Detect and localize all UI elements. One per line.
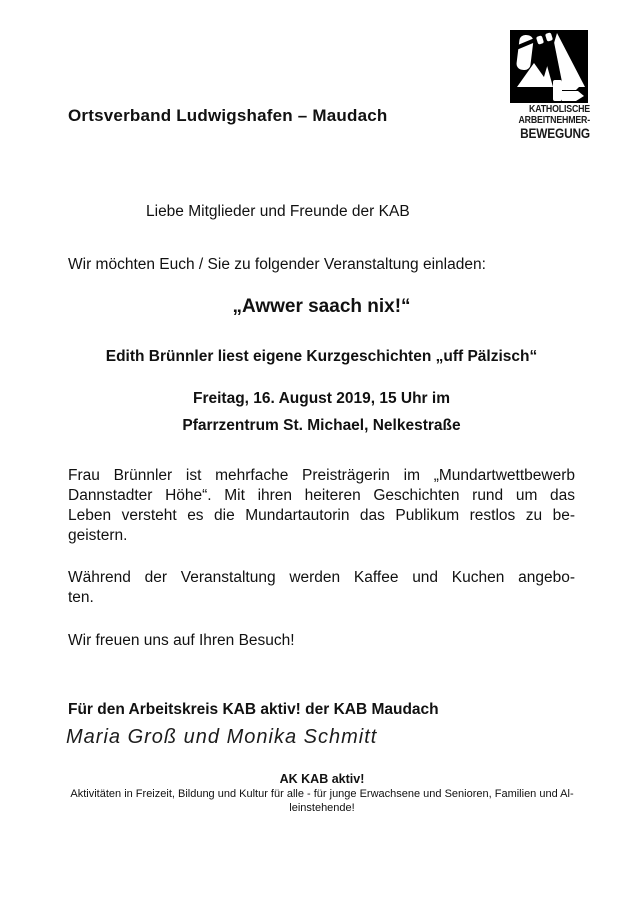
signature: Maria Groß und Monika Schmitt: [66, 726, 378, 748]
body-paragraph: Frau Brünnler ist mehrfache Preisträgerin im „Mundartwettbewerb Dannstadter Höhe“. Mit ihren heiteren Geschichten rund um das Leben versteht es die Mundartautorin das Publikum restlos zu be- geistern.: [68, 467, 575, 544]
event-title: „Awwer saach nix!“: [232, 296, 411, 317]
footer-text: Aktivitäten in Freizeit, Bildung und Kultur für alle - für junge Erwachsene und Senioren, Familien und Al- leinstehende!: [70, 788, 574, 814]
salutation-line: Liebe Mitglieder und Freunde der KAB: [146, 203, 410, 220]
event-location-line: Pfarrzentrum St. Michael, Nelkestraße: [182, 417, 461, 434]
committee-line: Für den Arbeitskreis KAB aktiv! der KAB Maudach: [68, 701, 439, 718]
invitation-intro-line: Wir möchten Euch / Sie zu folgender Veranstaltung einladen:: [68, 256, 486, 273]
closing-line: Wir freuen uns auf Ihren Besuch!: [68, 632, 295, 649]
page-title: Ortsverband Ludwigshafen – Maudach: [68, 106, 388, 125]
logo-caption: [514, 104, 590, 141]
event-date-line: Freitag, 16. August 2019, 15 Uhr im: [193, 390, 450, 407]
kab-logo: [510, 30, 590, 141]
body-paragraph: Während der Veranstaltung werden Kaffee und Kuchen angebo- ten.: [68, 569, 575, 606]
footer-title: AK KAB aktiv!: [279, 772, 365, 786]
logo-caption-line: BEWEGUNG: [520, 126, 590, 141]
logo-caption-line: KATHOLISCHE: [529, 104, 590, 115]
kab-logo-icon: [510, 30, 588, 103]
logo-caption-line: ARBEITNEHMER-: [518, 115, 590, 126]
event-subtitle: Edith Brünnler liest eigene Kurzgeschichten „uff Pälzisch“: [105, 348, 538, 365]
